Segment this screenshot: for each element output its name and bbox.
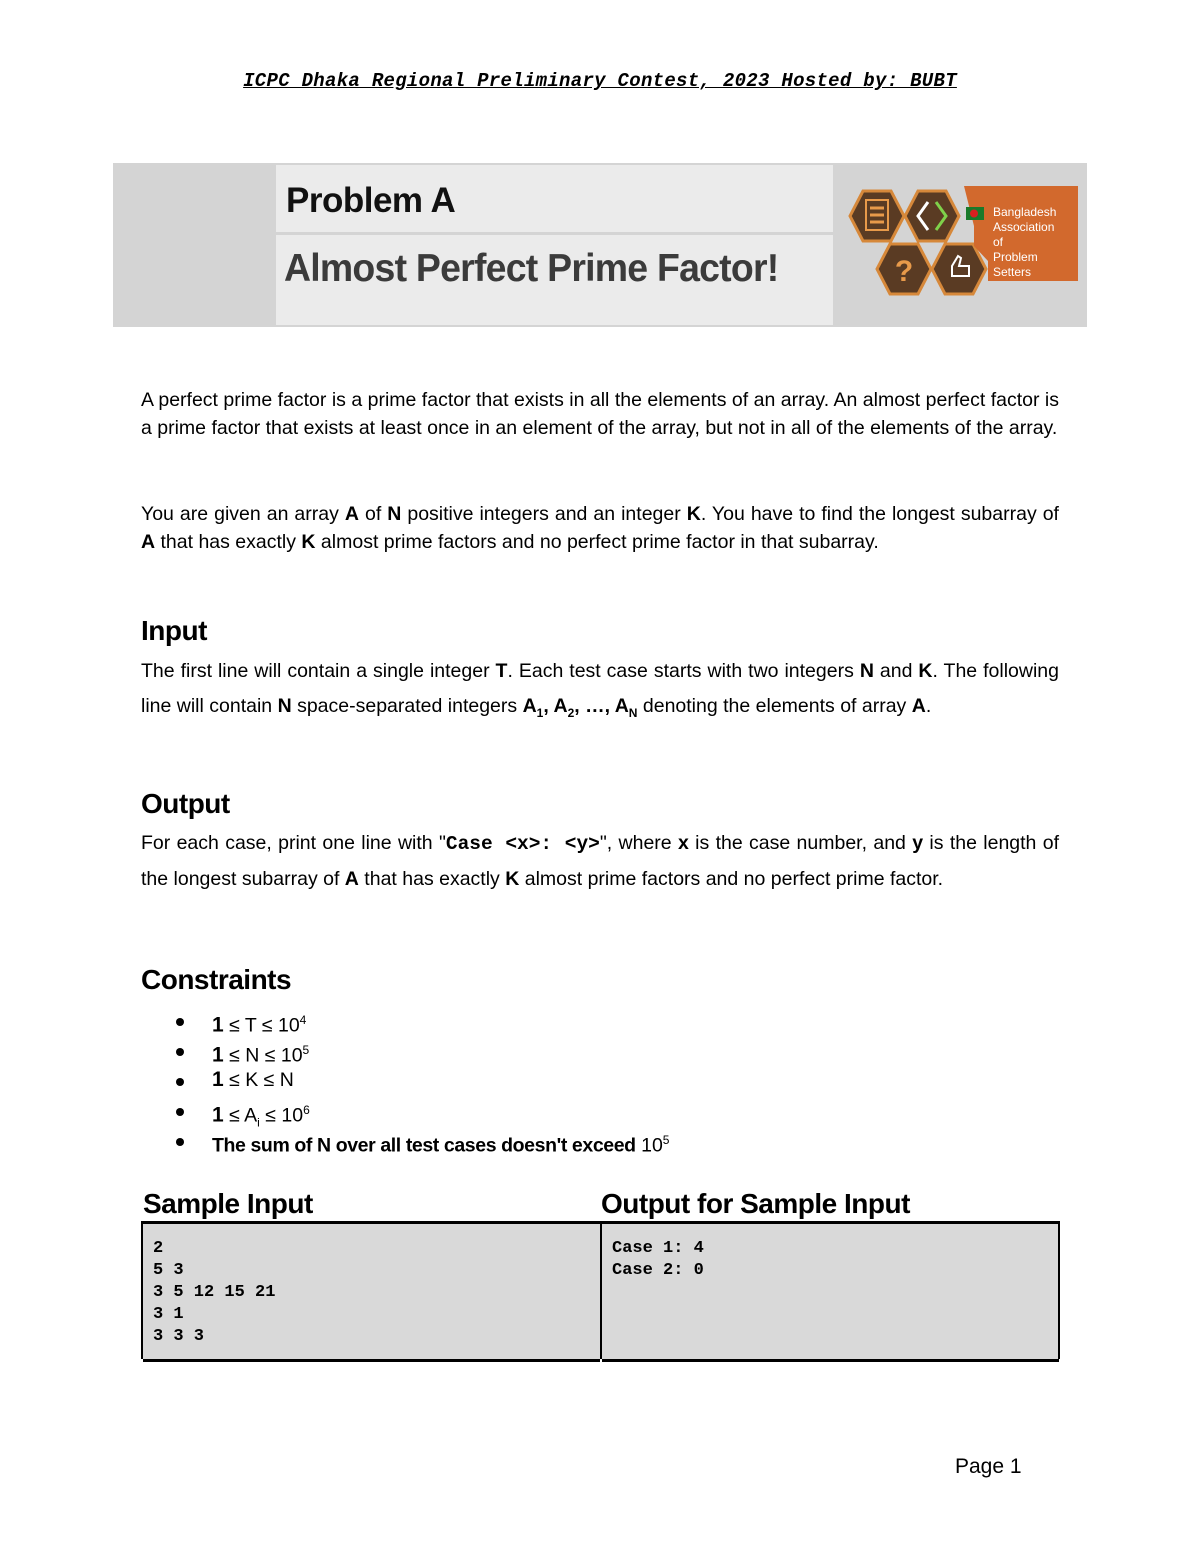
sample-output-box — [602, 1221, 1059, 1362]
sample-border-right — [1058, 1221, 1060, 1359]
thumbs-up-icon — [932, 244, 986, 294]
title-box — [276, 165, 833, 325]
sample-border-middle — [600, 1221, 602, 1359]
sample-border-left — [141, 1221, 143, 1359]
sample-input-box — [143, 1221, 600, 1362]
logo-line-3: of — [993, 235, 1004, 249]
sample-output-heading: Output for Sample Input — [601, 1188, 910, 1219]
problem-label: Problem A — [286, 181, 456, 220]
statement-paragraph-1: A perfect prime factor is a prime factor that exists in all the elements of an array. An almost perfect factor is a prime factor that exists at least once in an element of the array, but not in all of the elements of the array. — [141, 389, 1059, 439]
contest-header: ICPC Dhaka Regional Preliminary Contest, 2023 Hosted by: BUBT — [243, 70, 957, 92]
statement-paragraph-2: You are given an array A of N positive integers and an integer K. You have to find the longest subarray of A that has exactly K almost prime factors and no perfect prime factor in that subarray. — [141, 503, 1059, 553]
output-heading: Output — [141, 788, 230, 819]
svg-text:?: ? — [894, 255, 914, 288]
output-description: For each case, print one line with "Case <x>: <y>", where x is the case number, and y is the length of the longest subarray of A that has exactly K almost prime factors and no perfect prime factor. — [141, 832, 1059, 890]
logo-line-1: Bangladesh — [993, 205, 1057, 219]
input-description: The first line will contain a single integer T. Each test case starts with two integers N and K. The following line will contain N space-separated integers $A_1$, $A_2$, …, $A_N$ denoting the elements of array A. — [141, 660, 1059, 720]
page-number: Page 1 — [955, 1455, 1022, 1478]
sample-input-heading: Sample Input — [143, 1188, 313, 1219]
constraints-list — [176, 1005, 669, 1155]
baps-logo — [848, 186, 1078, 304]
input-heading: Input — [141, 615, 207, 646]
logo-line-4: Problem — [993, 250, 1038, 264]
logo-line-2: Association — [993, 220, 1055, 234]
sample-input-text: 2 5 3 3 5 12 15 21 3 1 3 3 3 — [153, 1239, 276, 1346]
constraint-item: $1 \le A_i \le 10^6$ — [176, 1095, 669, 1125]
sample-output-text: Case 1: 4 Case 2: 0 — [612, 1239, 704, 1280]
constraint-item: 1 ≤ K ≤ N — [176, 1065, 669, 1095]
logo-line-5: Setters — [993, 265, 1032, 279]
constraint-item: $1 \le N \le 10^5$ — [176, 1035, 669, 1065]
problem-name: Almost Perfect Prime Factor! — [284, 247, 779, 290]
constraints-heading: Constraints — [141, 964, 292, 995]
problem-banner — [113, 163, 1087, 327]
code-brackets-icon — [905, 191, 959, 241]
constraint-item: $1 \le T \le 10^4$ — [176, 1005, 669, 1035]
constraint-item: The sum of N over all test cases doesn't exceed $10^5$ — [176, 1125, 669, 1155]
title-separator — [276, 232, 833, 235]
